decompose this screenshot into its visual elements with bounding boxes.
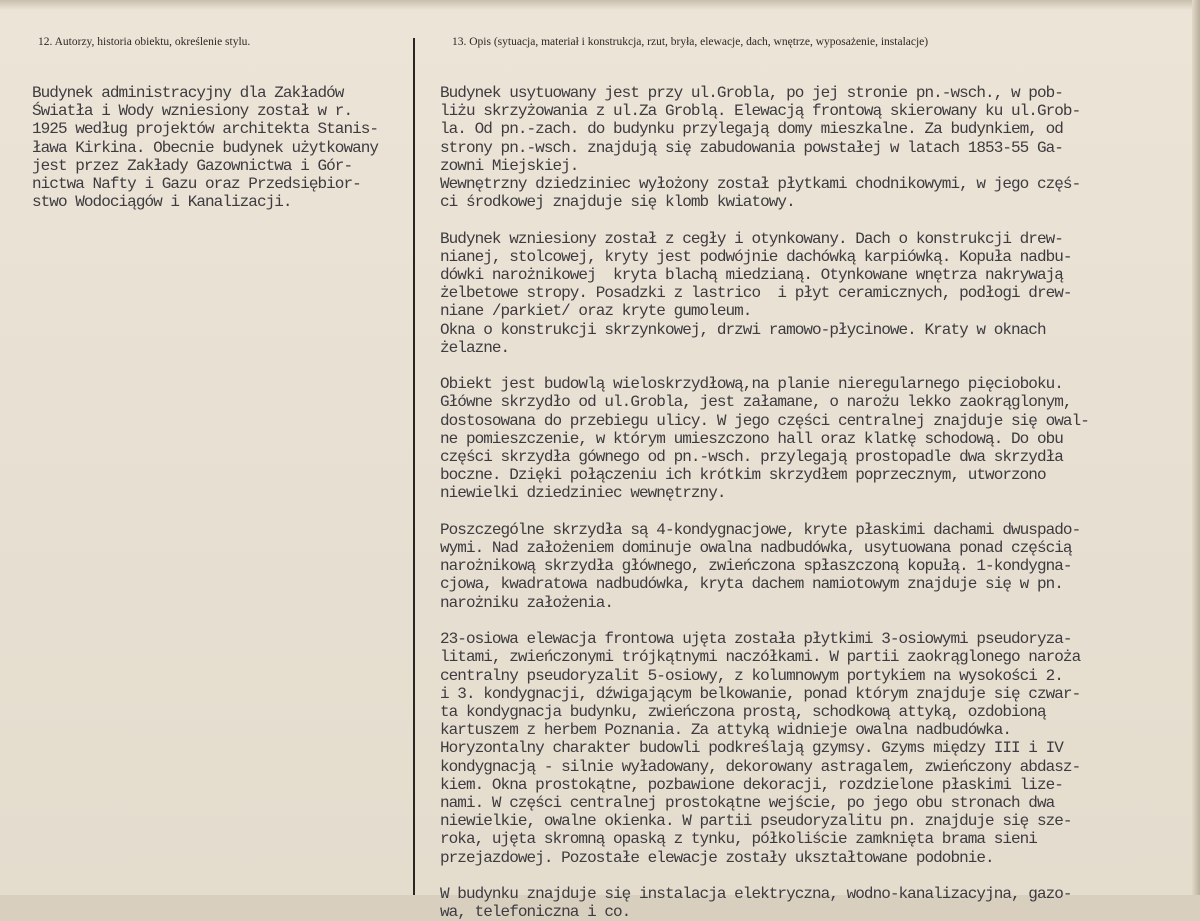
text-line: cjowa, kwadratowa nadbudówka, kryta dachem namiotowym znajduje się w pn.: [440, 575, 1063, 594]
text-line: Główne skrzydło od ul.Grobla, jest załamane, o narożu lekko zaokrąglonym,: [440, 393, 1072, 412]
text-line: niewielkie, owalne okienka. W partii pseudoryzalitu pn. znajduje się sze-: [440, 812, 1072, 831]
text-line: Światła i Wody wzniesiony został w r.: [32, 102, 353, 121]
text-line: 1925 według projektów architekta Stanis-: [32, 120, 379, 139]
text-line: Obiekt jest budowlą wieloskrzydłową,na planie nieregularnego pięcioboku.: [440, 375, 1063, 394]
text-line: jest przez Zakłady Gazownictwa i Gór-: [32, 156, 353, 175]
text-line: ta kondygnacja budynku, zwieńczona prostą, schodkową attyką, ozdobioną: [440, 702, 1046, 721]
text-line: litami, zwieńczonymi trójkątnymi naczółkami. W partii zaokrąglonego naroża: [440, 648, 1081, 667]
text-line: Budynek usytuowany jest przy ul.Grobla, po jej stronie pn.-wsch., w pob-: [440, 84, 1063, 102]
text-line: żelazne.: [440, 338, 510, 357]
text-line: W budynku znajduje się instalacja elektryczna, wodno-kanalizacyjna, gazo-: [440, 884, 1072, 903]
section-13-text: [440, 84, 1192, 921]
text-line: dówki narożnikowej kryta blachą miedzianą. Otynkowane wnętrza nakrywają: [440, 266, 1063, 285]
text-line: roka, ujęta skromną opaską z tynku, półkoliście zamknięta brama sieni: [440, 830, 1037, 849]
paper-right-edge: [1192, 0, 1200, 895]
text-line: niane /parkiet/ oraz kryte gumoleum.: [440, 302, 752, 321]
text-line: boczne. Dzięki połączeniu ich krótkim skrzydłem poprzecznym, utworzono: [440, 466, 1046, 485]
text-line: zowni Miejskiej.: [440, 156, 579, 175]
text-line: Horyzontalny charakter budowli podkreślają gzymsy. Gzyms między III i IV: [440, 739, 1063, 758]
text-line: i 3. kondygnacji, dźwigającym belkowanie, ponad którym znajduje się czwar-: [440, 684, 1081, 703]
text-line: przejazdowej. Pozostałe elewacje zostały ukształtowane podobnie.: [440, 848, 994, 867]
text-line: wymi. Nad założeniem dominuje owalna nadbudówka, usytuowana ponad częścią: [440, 539, 1072, 558]
text-line: ława Kirkina. Obecnie budynek użytkowany: [32, 138, 379, 157]
text-line: ci środkowej znajduje się klomb kwiatowy.: [440, 193, 795, 212]
text-line: narożnikową skrzydła głównego, zwieńczona spłaszczoną kopułą. 1-kondygna-: [440, 557, 1072, 576]
paper-top-shadow: [0, 0, 1200, 10]
text-line: liżu skrzyżowania z ul.Za Groblą. Elewacją frontową skierowany ku ul.Grob-: [440, 102, 1081, 121]
text-line: dostosowana do przebiegu ulicy. W jego części centralnej znajduje się owal-: [440, 411, 1089, 430]
section-12-heading: 12. Autorzy, historia obiektu, określenie stylu.: [38, 36, 251, 48]
text-line: żelbetowe stropy. Posadzki z lastrico i płyt ceramicznych, podłogi drew-: [440, 284, 1072, 303]
text-line: niewielki dziedziniec wewnętrzny.: [440, 484, 726, 503]
section-13-heading: 13. Opis (sytuacja, materiał i konstrukcja, rzut, bryła, elewacje, dach, wnętrze, wyposażenie, instalacje): [452, 36, 929, 48]
text-line: kondygnacją - silnie wyładowany, dekorowany astragalem, zwieńczony abdasz-: [440, 757, 1081, 776]
text-line: nictwa Nafty i Gazu oraz Przedsiębior-: [32, 175, 361, 194]
text-line: centralny pseudoryzalit 5-osiowy, z kolumnowym portykiem na wysokości 2.: [440, 666, 1063, 685]
text-line: stwo Wodociągów i Kanalizacji.: [32, 193, 292, 212]
text-line: Wewnętrzny dziedziniec wyłożony został płytkami chodnikowymi, w jego częś-: [440, 175, 1081, 194]
text-line: kiem. Okna prostokątne, pozbawione dekoracji, rozdzielone płaskimi lize-: [440, 775, 1063, 794]
text-line: la. Od pn.-zach. do budynku przylegają domy mieszkalne. Za budynkiem, od: [440, 120, 1063, 139]
text-line: nami. W części centralnej prostokątne wejście, po jego obu stronach dwa: [440, 793, 1055, 812]
text-line: wa, telefoniczna i co.: [440, 903, 631, 921]
text-line: strony pn.-wsch. znajdują się zabudowania powstałej w latach 1853-55 Ga-: [440, 138, 1063, 157]
text-line: Budynek wzniesiony został z cegły i otynkowany. Dach o konstrukcji drew-: [440, 229, 1063, 248]
text-line: narożniku założenia.: [440, 593, 614, 612]
text-line: ne pomieszczenie, w którym umieszczono hall oraz klatkę schodową. Do obu: [440, 429, 1063, 448]
text-line: Okna o konstrukcji skrzynkowej, drzwi ramowo-płycinowe. Kraty w oknach: [440, 320, 1046, 339]
text-line: części skrzydła gównego od pn.-wsch. przylegają prostopadle dwa skrzydła: [440, 448, 1063, 467]
text-line: Poszczególne skrzydła są 4-kondygnacjowe, kryte płaskimi dachami dwuspado-: [440, 520, 1081, 539]
section-12-text: [32, 84, 442, 211]
text-line: Budynek administracyjny dla Zakładów: [32, 84, 344, 102]
text-line: 23-osiowa elewacja frontowa ujęta została płytkimi 3-osiowymi pseudoryza-: [440, 630, 1072, 649]
text-line: kartuszem z herbem Poznania. Za attyką widnieje owalna nadbudówka.: [440, 721, 1012, 740]
text-line: nianej, stolcowej, kryty jest podwójnie dachówką karpiówką. Kopuła nadbu-: [440, 247, 1072, 266]
